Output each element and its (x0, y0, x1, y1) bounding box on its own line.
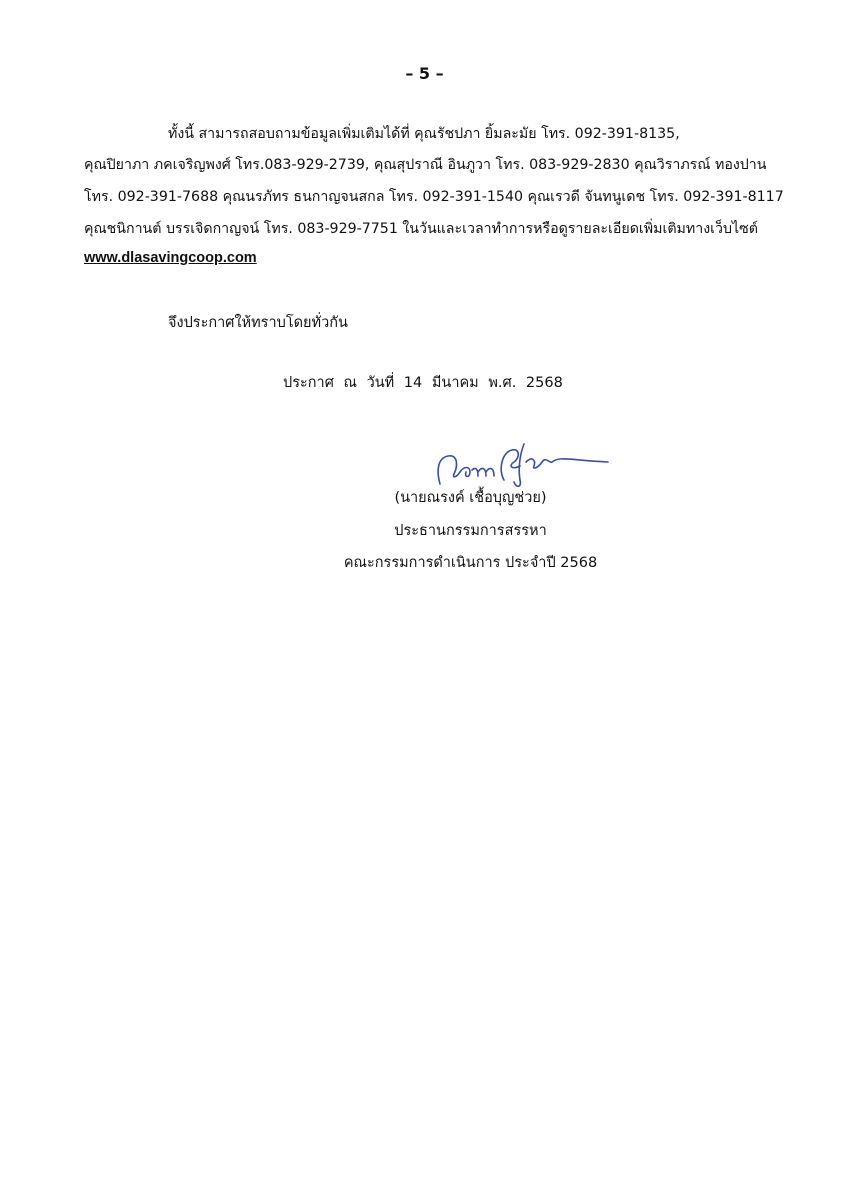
closing-text: จึงประกาศให้ทราบโดยทั่วกัน (168, 315, 348, 331)
body-line-3: โทร. 092-391-7688 คุณนรภัทร ธนกาญจนสกล โทร. 092-391-1540 คุณเรวดี จันทนูเดช โทร. 092-391-8117 (84, 189, 784, 205)
handwritten-signature (428, 440, 618, 490)
website-link[interactable]: www.dlasavingcoop.com (84, 250, 257, 266)
signer-position: ประธานกรรมการสรรหา (394, 523, 547, 539)
page-number: – 5 – (405, 64, 444, 83)
announcement-date: ประกาศ ณ วันที่ 14 มีนาคม พ.ศ. 2568 (283, 375, 563, 391)
body-line-1: ทั้งนี้ สามารถสอบถามข้อมูลเพิ่มเติมได้ที่ คุณรัชปภา ยิ้มละมัย โทร. 092-391-8135, (168, 126, 680, 142)
body-line-4: คุณชนิกานต์ บรรเจิดกาญจน์ โทร. 083-929-7751 ในวันและเวลาทำการหรือดูรายละเอียดเพิ่มเติมทางเว็บไซต์ (84, 221, 758, 237)
signer-name: (นายณรงค์ เชื้อบุญช่วย) (394, 490, 547, 506)
signer-committee: คณะกรรมการดำเนินการ ประจำปี 2568 (343, 555, 598, 571)
body-line-2: คุณปิยาภา ภคเจริญพงศ์ โทร.083-929-2739, คุณสุปราณี อินภูวา โทร. 083-929-2830 คุณวิราภรณ์ ทองปาน (84, 157, 767, 173)
